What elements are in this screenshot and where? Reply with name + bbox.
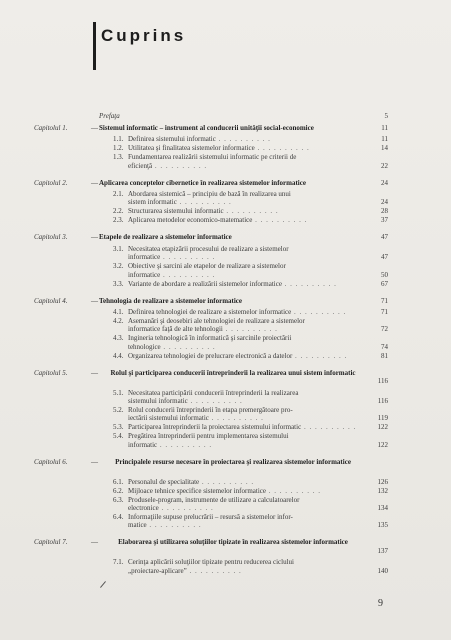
section-number: 5.2. (113, 405, 124, 414)
section-page: 71 (381, 307, 388, 316)
chapter-label: Capitolul 1. (34, 123, 68, 132)
section-title-line: tehnologice . . . . . . . . . . (128, 342, 216, 351)
section-page: 122 (377, 440, 388, 449)
section-number: 5.3. (113, 423, 124, 432)
section-title-line: sistemului informatic . . . . . . . . . . (128, 396, 243, 405)
section-page: 24 (381, 198, 388, 207)
section-title-line: sistem informatic . . . . . . . . . . (128, 198, 232, 207)
leader-dots: . . . . . . . . . . (199, 477, 255, 486)
section-title-line: informatic . . . . . . . . . . (128, 440, 213, 449)
section-number: 1.2. (113, 144, 124, 153)
section-title-line: Obiective şi sarcini ale etapelor de realizare a sistemelor (128, 262, 286, 271)
chapter-dash: — (91, 296, 98, 305)
section-title-line: Informaţiile supuse prelucrării – resursă a sistemelor infor- (128, 512, 293, 521)
chapter-page: 137 (377, 546, 388, 555)
section-number: 2.1. (113, 189, 124, 198)
section-number: 2.3. (113, 216, 124, 225)
section-page: 22 (381, 161, 388, 170)
section-title-line: Organizarea tehnologiei de prelucrare electronică a datelor . . . . . . . . . . (128, 351, 348, 360)
chapter-page: 71 (381, 296, 388, 305)
preface-label: Prefaţa (99, 112, 120, 120)
chapter-dash: — (91, 178, 98, 187)
section-page: 67 (381, 279, 388, 288)
section-page: 122 (377, 423, 388, 432)
chapter-title: Rolul şi participarea conducerii întreprinderii la realizarea unui sistem informatic (110, 368, 356, 377)
section-page: 132 (377, 486, 388, 495)
leader-dots: . . . . . . . . . . (158, 503, 214, 512)
leader-dots: . . . . . . . . . . (215, 135, 271, 144)
leader-dots: . . . . . . . . . . (208, 414, 264, 423)
section-page: 116 (377, 396, 388, 405)
leader-dots: . . . . . . . . . . (266, 486, 321, 495)
section-number: 3.1. (113, 244, 124, 253)
leader-dots: . . . . . . . . . . (281, 279, 337, 288)
section-number: 1.3. (113, 153, 124, 162)
section-title-line: informatice . . . . . . . . . . (128, 253, 216, 262)
leader-dots: . . . . . . . . . . (301, 423, 357, 432)
section-title-line: informatice faţă de alte tehnologii . . . . . . . . . . (128, 325, 278, 334)
section-title-line: Ingineria tehnologică în informatică şi sarcinile proiectării (128, 334, 292, 343)
leader-dots: . . . . . . . . . . (222, 325, 278, 334)
section-number: 6.2. (113, 486, 124, 495)
leader-dots: . . . . . . . . . . (160, 253, 216, 262)
chapter-label: Capitolul 4. (34, 296, 68, 305)
section-number: 5.1. (113, 388, 124, 397)
chapter-page: 11 (381, 123, 388, 132)
section-number: 6.4. (113, 512, 124, 521)
chapter-title: Sistemul informatic – instrument al conducerii unităţii social-economice (99, 123, 314, 132)
chapter-title: Elaborarea şi utilizarea soluţiilor tipizate în realizarea sistemelor informatice (118, 538, 348, 547)
leader-dots: . . . . . . . . . . (160, 342, 216, 351)
section-number: 6.3. (113, 495, 124, 504)
section-page: 126 (377, 477, 388, 486)
section-page: 140 (377, 566, 388, 575)
section-number: 3.2. (113, 262, 124, 271)
section-page: 14 (381, 144, 388, 153)
section-title-line: Definirea tehnologiei de realizare a sistemelor informatice . . . . . . . . . . (128, 307, 347, 316)
leader-dots: . . . . . . . . . . (186, 566, 242, 575)
section-page: 134 (377, 503, 388, 512)
leader-dots: . . . . . . . . . . (291, 307, 347, 316)
section-title-line: Variante de abordare a realizării sistemelor informatice . . . . . . . . . . (128, 279, 337, 288)
chapter-dash: — (91, 233, 98, 242)
preface-page: 5 (384, 112, 388, 120)
chapter-title: Principalele resurse necesare în proiectarea şi realizarea sistemelor informatice (115, 457, 351, 466)
section-number: 4.2. (113, 316, 124, 325)
section-page: 72 (381, 325, 388, 334)
section-title-line: Mijloace tehnice specifice sistemelor informatice . . . . . . . . . . (128, 486, 321, 495)
section-title-line: Personalul de specialitate . . . . . . . . . . (128, 477, 255, 486)
chapter-label: Capitolul 3. (34, 233, 68, 242)
section-page: 50 (381, 270, 388, 279)
page-number: 9 (378, 598, 383, 609)
chapter-label: Capitolul 2. (34, 178, 68, 187)
section-title-line: Necesitatea etapizării procesului de realizare a sistemelor (128, 244, 289, 253)
section-title-line: eficienţă . . . . . . . . . . (128, 161, 208, 170)
section-title-line: Structurarea sistemului informatic . . . . . . . . . . (128, 207, 279, 216)
section-number: 4.4. (113, 351, 124, 360)
chapter-title: Etapele de realizare a sistemelor informatice (99, 233, 232, 242)
chapter-page: 47 (381, 233, 388, 242)
section-page: 11 (381, 135, 388, 144)
section-title-line: informatice . . . . . . . . . . (128, 270, 216, 279)
section-title-line: Necesitatea participării conducerii întreprinderii la realizarea (128, 388, 299, 397)
leader-dots: . . . . . . . . . . (176, 198, 232, 207)
leader-dots: . . . . . . . . . . (292, 351, 348, 360)
leader-dots: . . . . . . . . . . (157, 440, 213, 449)
chapter-title: Aplicarea conceptelor cibernetice în realizarea sistemelor informatice (99, 178, 306, 187)
section-number: 7.1. (113, 558, 124, 567)
section-title-line: Asemanări şi deosebiri ale tehnologiei de realizare a sistemelor (128, 316, 305, 325)
leader-dots: . . . . . . . . . . (187, 396, 243, 405)
chapter-title: Tehnologia de realizare a sistemelor informatice (99, 296, 243, 305)
leader-dots: . . . . . . . . . . (252, 216, 308, 225)
section-title-line: Produsele-program, instrumente de utilizare a calculatoarelor (128, 495, 300, 504)
section-title-line: electronice . . . . . . . . . . (128, 503, 214, 512)
chapter-page: 116 (377, 377, 388, 386)
leader-dots: . . . . . . . . . . (160, 270, 216, 279)
section-number: 3.3. (113, 279, 124, 288)
section-title-line: Cerinţa aplicării soluţiilor tipizate pentru reducerea ciclului (128, 558, 294, 567)
section-title-line: Utilitatea şi finalitatea sistemelor informatice . . . . . . . . . . (128, 144, 310, 153)
section-page: 37 (381, 216, 388, 225)
section-page: 81 (381, 351, 388, 360)
section-title-line: Participarea întreprinderii la proiectarea sistemului informatic . . . . . . . . . . (128, 423, 357, 432)
section-title-line: Rolul conducerii întreprinderii în etapa premergătoare pro- (128, 405, 293, 414)
section-title-line: Abordarea sistemică – principiu de bază în realizarea unui (128, 189, 291, 198)
section-title-line: Fundamentarea realizării sistemului informatic pe criterii de (128, 153, 297, 162)
section-number: 2.2. (113, 207, 124, 216)
chapter-dash: — (91, 538, 98, 547)
section-page: 47 (381, 253, 388, 262)
section-number: 4.1. (113, 307, 124, 316)
leader-dots: . . . . . . . . . . (254, 144, 310, 153)
section-page: 135 (377, 521, 388, 530)
chapter-label: Capitolul 6. (34, 457, 68, 466)
section-title-line: iectării sistemului informatic . . . . . . . . . . (128, 414, 264, 423)
chapter-dash: — (91, 368, 98, 377)
section-page: 28 (381, 207, 388, 216)
chapter-label: Capitolul 5. (34, 368, 68, 377)
section-number: 4.3. (113, 334, 124, 343)
chapter-label: Capitolul 7. (34, 538, 68, 547)
chapter-page: 24 (381, 178, 388, 187)
section-number: 6.1. (113, 477, 124, 486)
section-title-line: „proiectare-aplicare” . . . . . . . . . . (128, 566, 242, 575)
leader-dots: . . . . . . . . . . (152, 161, 208, 170)
chapter-dash: — (91, 123, 98, 132)
section-title-line: Definirea sistemului informatic . . . . . . . . . . (128, 135, 271, 144)
section-title-line: matice . . . . . . . . . . (128, 521, 202, 530)
leader-dots: . . . . . . . . . . (146, 521, 202, 530)
page-title: Cuprins (101, 26, 187, 45)
chapter-dash: — (91, 457, 98, 466)
section-title-line: Aplicarea metodelor economico-matematice . . . . . . . . . . (128, 216, 308, 225)
section-page: 119 (377, 414, 388, 423)
leader-dots: . . . . . . . . . . (223, 207, 279, 216)
section-title-line: Pregătirea întreprinderii pentru implementarea sistemului (128, 432, 289, 441)
section-number: 1.1. (113, 135, 124, 144)
section-number: 5.4. (113, 432, 124, 441)
section-page: 74 (381, 342, 388, 351)
